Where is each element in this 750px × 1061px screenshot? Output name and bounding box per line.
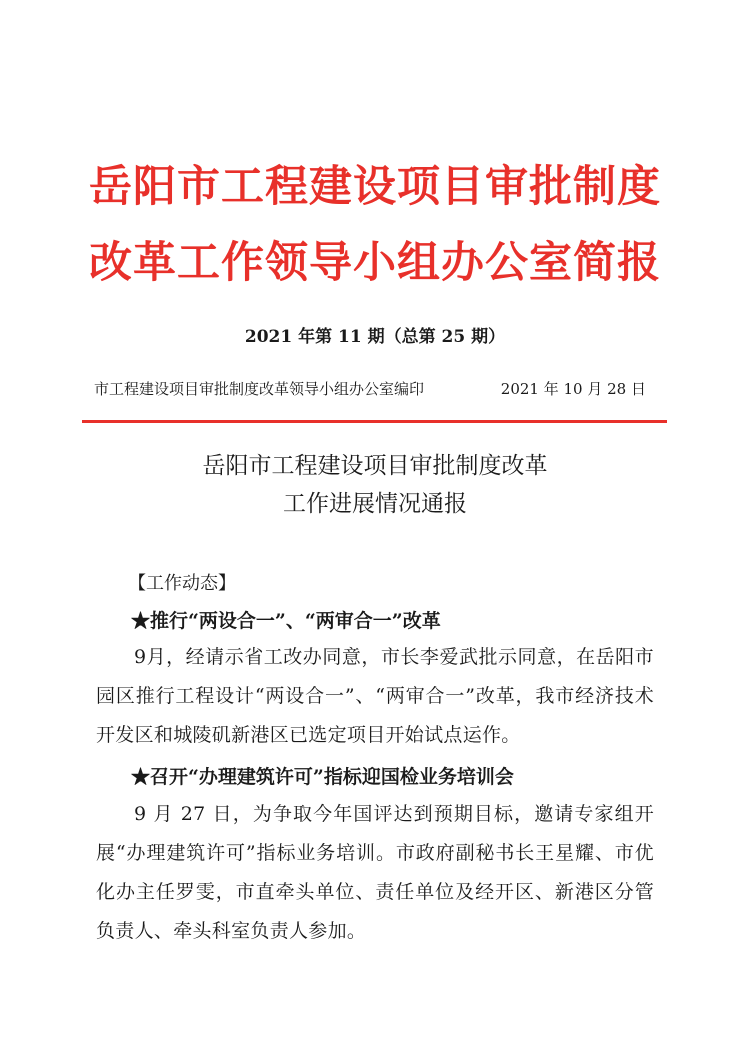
masthead-title-line2: 改革工作领导小组办公室简报 [89, 238, 661, 288]
section-label: 【工作动态】 [128, 573, 236, 594]
editor-org: 市工程建设项目审批制度改革领导小组办公室编印 [94, 380, 425, 398]
red-divider-line [82, 420, 667, 423]
issue-number: 2021 年第 11 期（总第 25 期） [244, 327, 506, 347]
meta-row [94, 378, 646, 400]
item-heading-2: ★召开“办理建筑许可”指标迎国检业务培训会 [131, 766, 514, 788]
publish-date: 2021 年 10 月 28 日 [500, 380, 646, 398]
report-title-line2: 工作进展情况通报 [283, 491, 467, 517]
item-body-1: 9月，经请示省工改办同意，市长李爱武批示同意，在岳阳市园区推行工程设计“两设合一”、“两审合一”改革，我市经济技术开发区和城陵矶新港区已选定项目开始试点运作。 [96, 646, 654, 746]
report-title-line1: 岳阳市工程建设项目审批制度改革 [202, 453, 548, 479]
masthead-title-line1: 岳阳市工程建设项目审批制度 [89, 162, 661, 212]
item-body-2: 9 月 27 日，为争取今年国评达到预期目标，邀请专家组开展“办理建筑许可”指标业务培训。市政府副秘书长王星耀、市优化办主任罗雯，市直牵头单位、责任单位及经开区、新港区分管负责人、牵头科室负责人参加。 [96, 803, 654, 942]
item-heading-1: ★推行“两设合一”、“两审合一”改革 [131, 610, 441, 632]
